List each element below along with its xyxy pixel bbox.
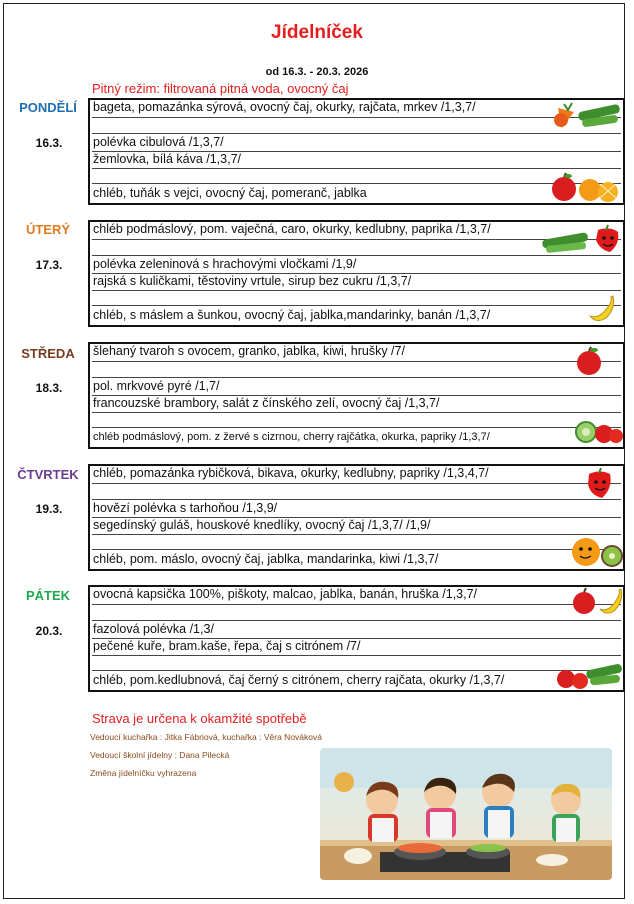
day-date-friday: 20.3. [35,624,63,638]
main-friday: pečené kuře, bram.kaše, řepa, čaj s citrónem /7/ [92,639,621,656]
day-date-monday: 16.3. [35,136,63,150]
soup-wednesday: pol. mrkvové pyré /1,7/ [92,379,621,396]
breakfast-thursday: chléb, pomazánka rybičková, bikava, okurky, kedlubny, papriky /1,3,4,7/ [92,466,621,484]
spacer-line [92,119,621,134]
breakfast-monday: bageta, pomazánka sýrová, ovocný čaj, okurky, rajčata, mrkev /1,3,7/ [92,100,621,118]
spacer-line [92,606,621,621]
menu-box-tuesday [88,220,625,327]
menu-box-wednesday [88,342,625,449]
snack-wednesday: chléb podmáslový, pom. z žervé s cizrnou, cherry rajčátka, okurka, papriky /1,3,7/ [93,431,490,443]
vegetables-icon [552,100,622,132]
orange-kiwi-icon [568,532,624,570]
breakfast-wednesday: šlehaný tvaroh s ovocem, granko, jablka, kiwi, hrušky /7/ [92,344,621,362]
day-name-friday: PÁTEK [25,588,71,603]
main-wednesday: francouzské brambory, salát z čínského zelí, ovocný čaj /1,3,7/ [92,396,621,413]
consumption-note: Strava je určena k okamžité spotřebě [92,711,307,726]
page-title: Jídelníček [271,22,363,43]
menu-box-friday [88,585,625,692]
day-date-wednesday: 18.3. [35,381,63,395]
manager-info: Vedoucí školní jídelny : Dana Pilecká [90,750,230,760]
soup-friday: fazolová polévka /1,3/ [92,622,621,639]
breakfast-tuesday: chléb podmáslový, pom. vaječná, caro, okurky, kedlubny, paprika /1,3,7/ [92,222,621,240]
snack-friday: chléb, pom.kedlubnová, čaj černý s citrónem, cherry rajčata, okurky /1,3,7/ [93,673,505,687]
spacer-line [92,656,621,671]
day-name-wednesday: STŘEDA [21,346,75,361]
apple-icon [574,346,604,376]
spacer-line [92,485,621,500]
main-monday: žemlovka, bílá káva /1,3,7/ [92,152,621,169]
spacer-line [92,363,621,378]
tomato-cucumber-icon [556,663,624,691]
day-name-tuesday: ÚTERÝ [25,222,71,237]
main-thursday: segedínský guláš, houskové knedlíky, ovocný čaj /1,3,7/ /1,9/ [92,518,621,535]
spacer-line [92,169,621,184]
main-tuesday: rajská s kuličkami, těstoviny vrtule, sirup bez cukru /1,3,7/ [92,274,621,291]
snack-thursday: chléb, pom. máslo, ovocný čaj, jablka, mandarinka, kiwi /1,3,7/ [93,552,439,566]
soup-thursday: hovězí polévka s tarhoňou /1,3,9/ [92,501,621,518]
banana-icon [586,294,616,324]
kids-cooking-illustration [320,748,612,880]
menu-box-thursday [88,464,625,571]
cooks-info: Vedoucí kuchařka : Jitka Fábriová, kuchařka : Věra Nováková [90,732,322,742]
changes-note: Změna jídelníčku vyhrazena [90,768,197,778]
breakfast-friday: ovocná kapsička 100%, piškoty, malcao, jablka, banán, hruška /1,3,7/ [92,587,621,605]
snack-monday: chléb, tuňák s vejci, ovocný čaj, pomeranč, jablka [93,186,367,200]
spacer-line [92,413,621,428]
soup-tuesday: polévka zeleninová s hrachovými vločkami /1,9/ [92,257,621,274]
day-date-thursday: 19.3. [35,502,63,516]
week-dates: od 16.3. - 20.3. 2026 [265,66,369,78]
soup-monday: polévka cibulová /1,3,7/ [92,135,621,152]
spacer-line [92,291,621,306]
drink-regime: Pitný režim: filtrovaná pitná voda, ovocný čaj [92,81,349,96]
snack-tuesday: chléb, s máslem a šunkou, ovocný čaj, jablka,mandarinky, banán /1,3,7/ [93,308,491,322]
apple-banana-icon [570,587,624,617]
spacer-line [92,535,621,550]
orange-apple-icon [550,172,622,204]
cucumber-pepper-icon [540,224,622,254]
cucumber-tomato-icon [574,416,624,448]
day-date-tuesday: 17.3. [35,258,63,272]
pepper-icon [584,468,616,500]
day-name-thursday: ČTVRTEK [17,467,79,482]
day-name-monday: PONDĚLÍ [19,100,77,115]
menu-box-monday [88,98,625,205]
